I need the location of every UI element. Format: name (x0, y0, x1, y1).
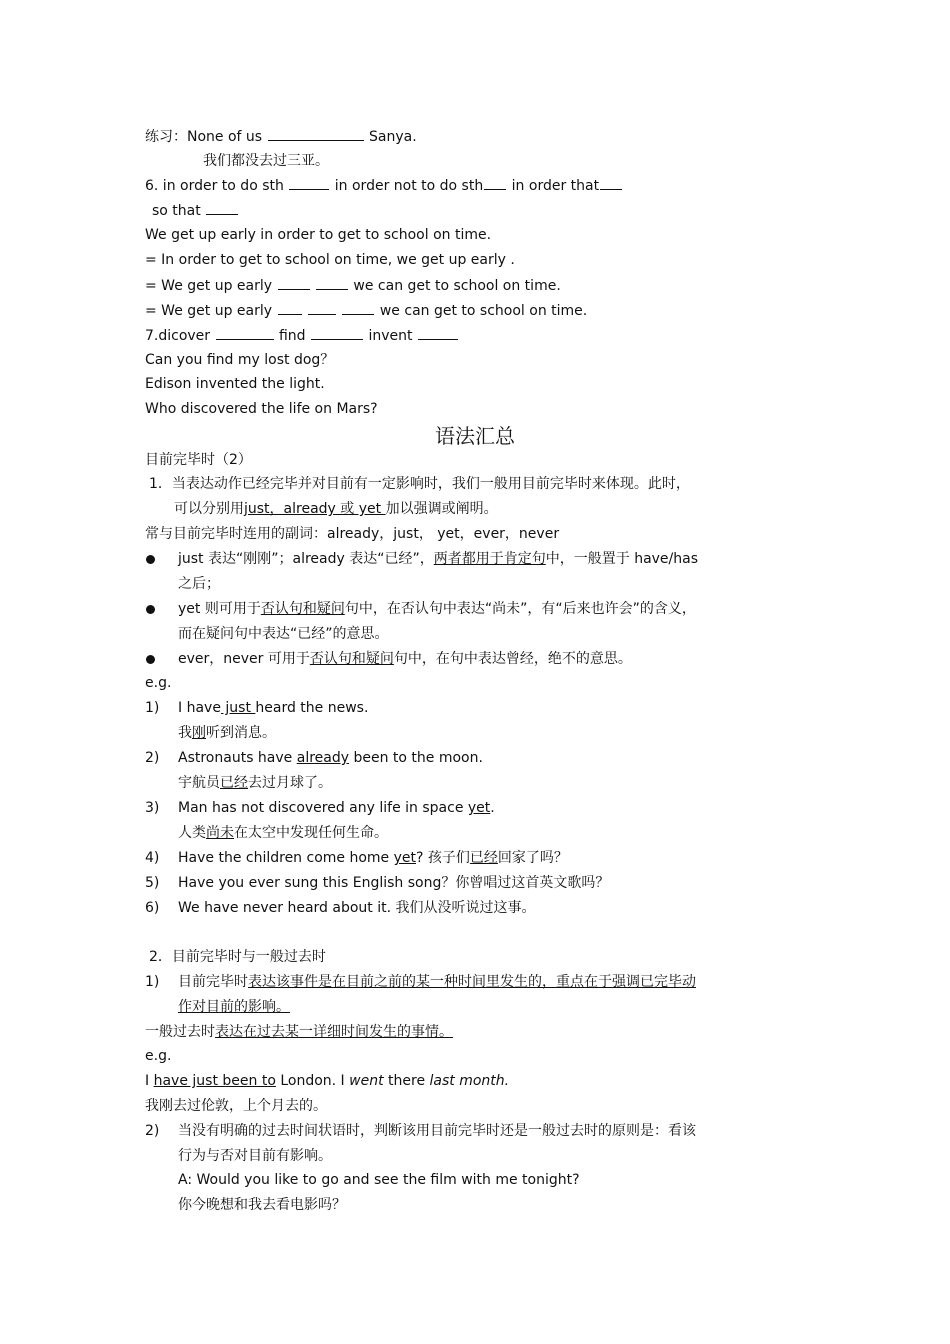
example-text: ? 孩子们 (416, 850, 470, 866)
example-en: We have never heard about it. 我们从没听说过这事。 (178, 900, 536, 916)
eg-label: e.g. (145, 1048, 172, 1064)
example-sentence: We get up early in order to get to school on time. (145, 227, 492, 243)
item6-line (145, 175, 623, 196)
example-text: Astronauts have (178, 750, 297, 766)
example-text: . (490, 800, 495, 816)
answer-blank (484, 175, 506, 190)
item6-text: 6. in order to do sth (145, 178, 289, 194)
answer-blank (278, 275, 310, 290)
example-text: been to the moon. (349, 750, 483, 766)
bullet-dot (146, 655, 155, 664)
item7-text: find (274, 328, 310, 344)
bullet-dot (146, 555, 155, 564)
bullet-part: ever，never 可用于 (178, 651, 310, 667)
paragraph (178, 972, 696, 992)
bullet-text (178, 649, 632, 669)
list-number: 4) (145, 850, 160, 866)
answer-blank (308, 300, 336, 315)
example-text: I have (178, 700, 221, 716)
example-sentence: Who discovered the life on Mars? (145, 401, 378, 417)
list-number: 2) (145, 750, 160, 766)
sentence-text: = We get up early (145, 278, 277, 294)
example-zh: 你今晚想和我去看电影吗？ (178, 1197, 346, 1213)
paragraph-text: 可以分别用 (174, 501, 244, 517)
item6-text: so that (152, 203, 206, 219)
answer-blank (216, 325, 274, 340)
exercise-text: Sanya. (364, 129, 417, 145)
bullet-part: 句中，在否认句中表达“尚未”，有“后来也许会”的含义， (344, 601, 696, 617)
paragraph: 行为与否对目前有影响。 (178, 1148, 332, 1164)
example-zh (178, 773, 332, 793)
example-en: Have you ever sung this English song？你曾唱过这首英文歌吗？ (178, 875, 610, 891)
example-en (178, 848, 568, 868)
underlined-text: 已经 (469, 850, 498, 866)
list-number: 2) (145, 1123, 160, 1139)
bullet-text: 之后； (178, 576, 220, 592)
paragraph-text: 目前完毕时 (178, 974, 248, 990)
answer-blank (278, 300, 302, 315)
example-text: 在太空中发现任何生命。 (234, 825, 388, 841)
underlined-text: 表达在过去某一详细时间发生的事情。 (215, 1024, 453, 1040)
underlined-text: have just been to (153, 1073, 276, 1089)
example-text: Have the children come home (178, 850, 394, 866)
bullet-text (178, 549, 698, 569)
exercise-line (145, 126, 417, 147)
example-sentence (145, 300, 587, 321)
list-number: 1) (145, 700, 160, 716)
example-zh (178, 723, 276, 743)
underlined-text: 表达该事件是在目前之前的某一种时间里发生的，重点在于强调已完毕动 (248, 974, 696, 990)
answer-blank (316, 275, 348, 290)
example-text: 人类 (178, 825, 206, 841)
bullet-part: 句中，在句中表达曾经，绝不的意思。 (393, 651, 632, 667)
underlined-text: already (296, 750, 350, 766)
example-text: London. I (275, 1073, 350, 1089)
bullet-part: just 表达“刚刚”；already 表达“已经”， (178, 551, 434, 567)
example-text: 听到消息。 (206, 725, 276, 741)
sentence-text: = We get up early (145, 303, 277, 319)
underlined-text: yet (467, 800, 491, 816)
answer-blank (206, 200, 238, 215)
italic-text: went (349, 1073, 384, 1089)
paragraph (174, 499, 498, 519)
italic-text: last month. (429, 1073, 510, 1089)
example-text: heard the news. (255, 700, 369, 716)
answer-blank (418, 325, 458, 340)
example-en (178, 748, 483, 768)
item7-text: 7.dicover (145, 328, 215, 344)
underlined-text: 刚 (192, 725, 206, 741)
example-en (178, 798, 495, 818)
underlined-text: 尚未 (206, 825, 234, 841)
example-sentence: Edison invented the light. (145, 376, 325, 392)
example-sentence: Can you find my lost dog？ (145, 352, 335, 368)
list-number: 6) (145, 900, 160, 916)
bullet-dot (146, 605, 155, 614)
list-number: 1) (145, 974, 160, 990)
list-number: 3) (145, 800, 160, 816)
underlined-text: 作对目前的影响。 (178, 999, 290, 1015)
example-text: Man has not discovered any life in space (178, 800, 468, 816)
example-en (145, 1071, 509, 1091)
example-text: 我 (178, 725, 192, 741)
answer-blank (342, 300, 374, 315)
subheading: 2．目前完毕时与一般过去时 (149, 949, 326, 965)
paragraph (178, 997, 290, 1017)
bullet-text: 而在疑问句中表达“已经”的意思。 (178, 626, 389, 642)
example-en: A: Would you like to go and see the film with me tonight? (178, 1172, 580, 1188)
paragraph: 常与目前完毕时连用的副词：already，just， yet，ever，never (145, 526, 560, 542)
paragraph: 当没有明确的过去时间状语时，判断该用目前完毕时还是一般过去时的原则是：看该 (178, 1123, 696, 1139)
example-sentence (145, 275, 561, 296)
answer-blank (268, 126, 364, 141)
example-text: 宇航员 (178, 775, 220, 791)
underlined-text: just (220, 700, 256, 716)
item6-line2 (152, 200, 239, 221)
paragraph (145, 1022, 453, 1042)
underlined-text: just，already 或 yet (244, 501, 386, 517)
example-text: there (383, 1073, 430, 1089)
item6-text: in order that (507, 178, 600, 194)
example-text: 回家了吗？ (497, 850, 568, 866)
example-text: 去过月球了。 (248, 775, 332, 791)
answer-blank (289, 175, 329, 190)
item7-text: invent (364, 328, 417, 344)
bullet-part: 中，一般置于 have/has (545, 551, 699, 567)
item7-line (145, 325, 459, 346)
example-zh: 我刚去过伦敦，上个月去的。 (145, 1098, 327, 1114)
paragraph-text: 一般过去时 (145, 1024, 215, 1040)
underlined-text: yet (393, 850, 416, 866)
sentence-text: we can get to school on time. (375, 303, 588, 319)
exercise-text: 练习：None of us (145, 129, 267, 145)
example-text: I (145, 1073, 154, 1089)
eg-label: e.g. (145, 675, 172, 691)
sentence-text: we can get to school on time. (348, 278, 561, 294)
underlined-text: 两者都用于肯定句 (433, 551, 546, 567)
paragraph: 1．当表达动作已经完毕并对目前有一定影响时，我们一般用目前完毕时来体现。此时， (149, 476, 690, 492)
list-number: 5) (145, 875, 160, 891)
underlined-text: 已经 (220, 775, 248, 791)
bullet-text (178, 599, 696, 619)
exercise-translation: 我们都没去过三亚。 (203, 153, 329, 169)
section-title: 语法汇总 (435, 424, 515, 448)
example-en (178, 698, 368, 718)
answer-blank (311, 325, 363, 340)
underlined-text: 否认句和疑问 (309, 651, 394, 667)
underlined-text: 否认句和疑问 (260, 601, 345, 617)
item6-text: in order not to do sth (330, 178, 484, 194)
bullet-part: yet 则可用于 (178, 601, 261, 617)
paragraph-text: 加以强调或阐明。 (385, 501, 498, 517)
example-sentence: = In order to get to school on time, we get up early . (145, 252, 515, 268)
example-zh (178, 823, 388, 843)
answer-blank (600, 175, 622, 190)
subheading: 目前完毕时（2） (145, 452, 252, 468)
